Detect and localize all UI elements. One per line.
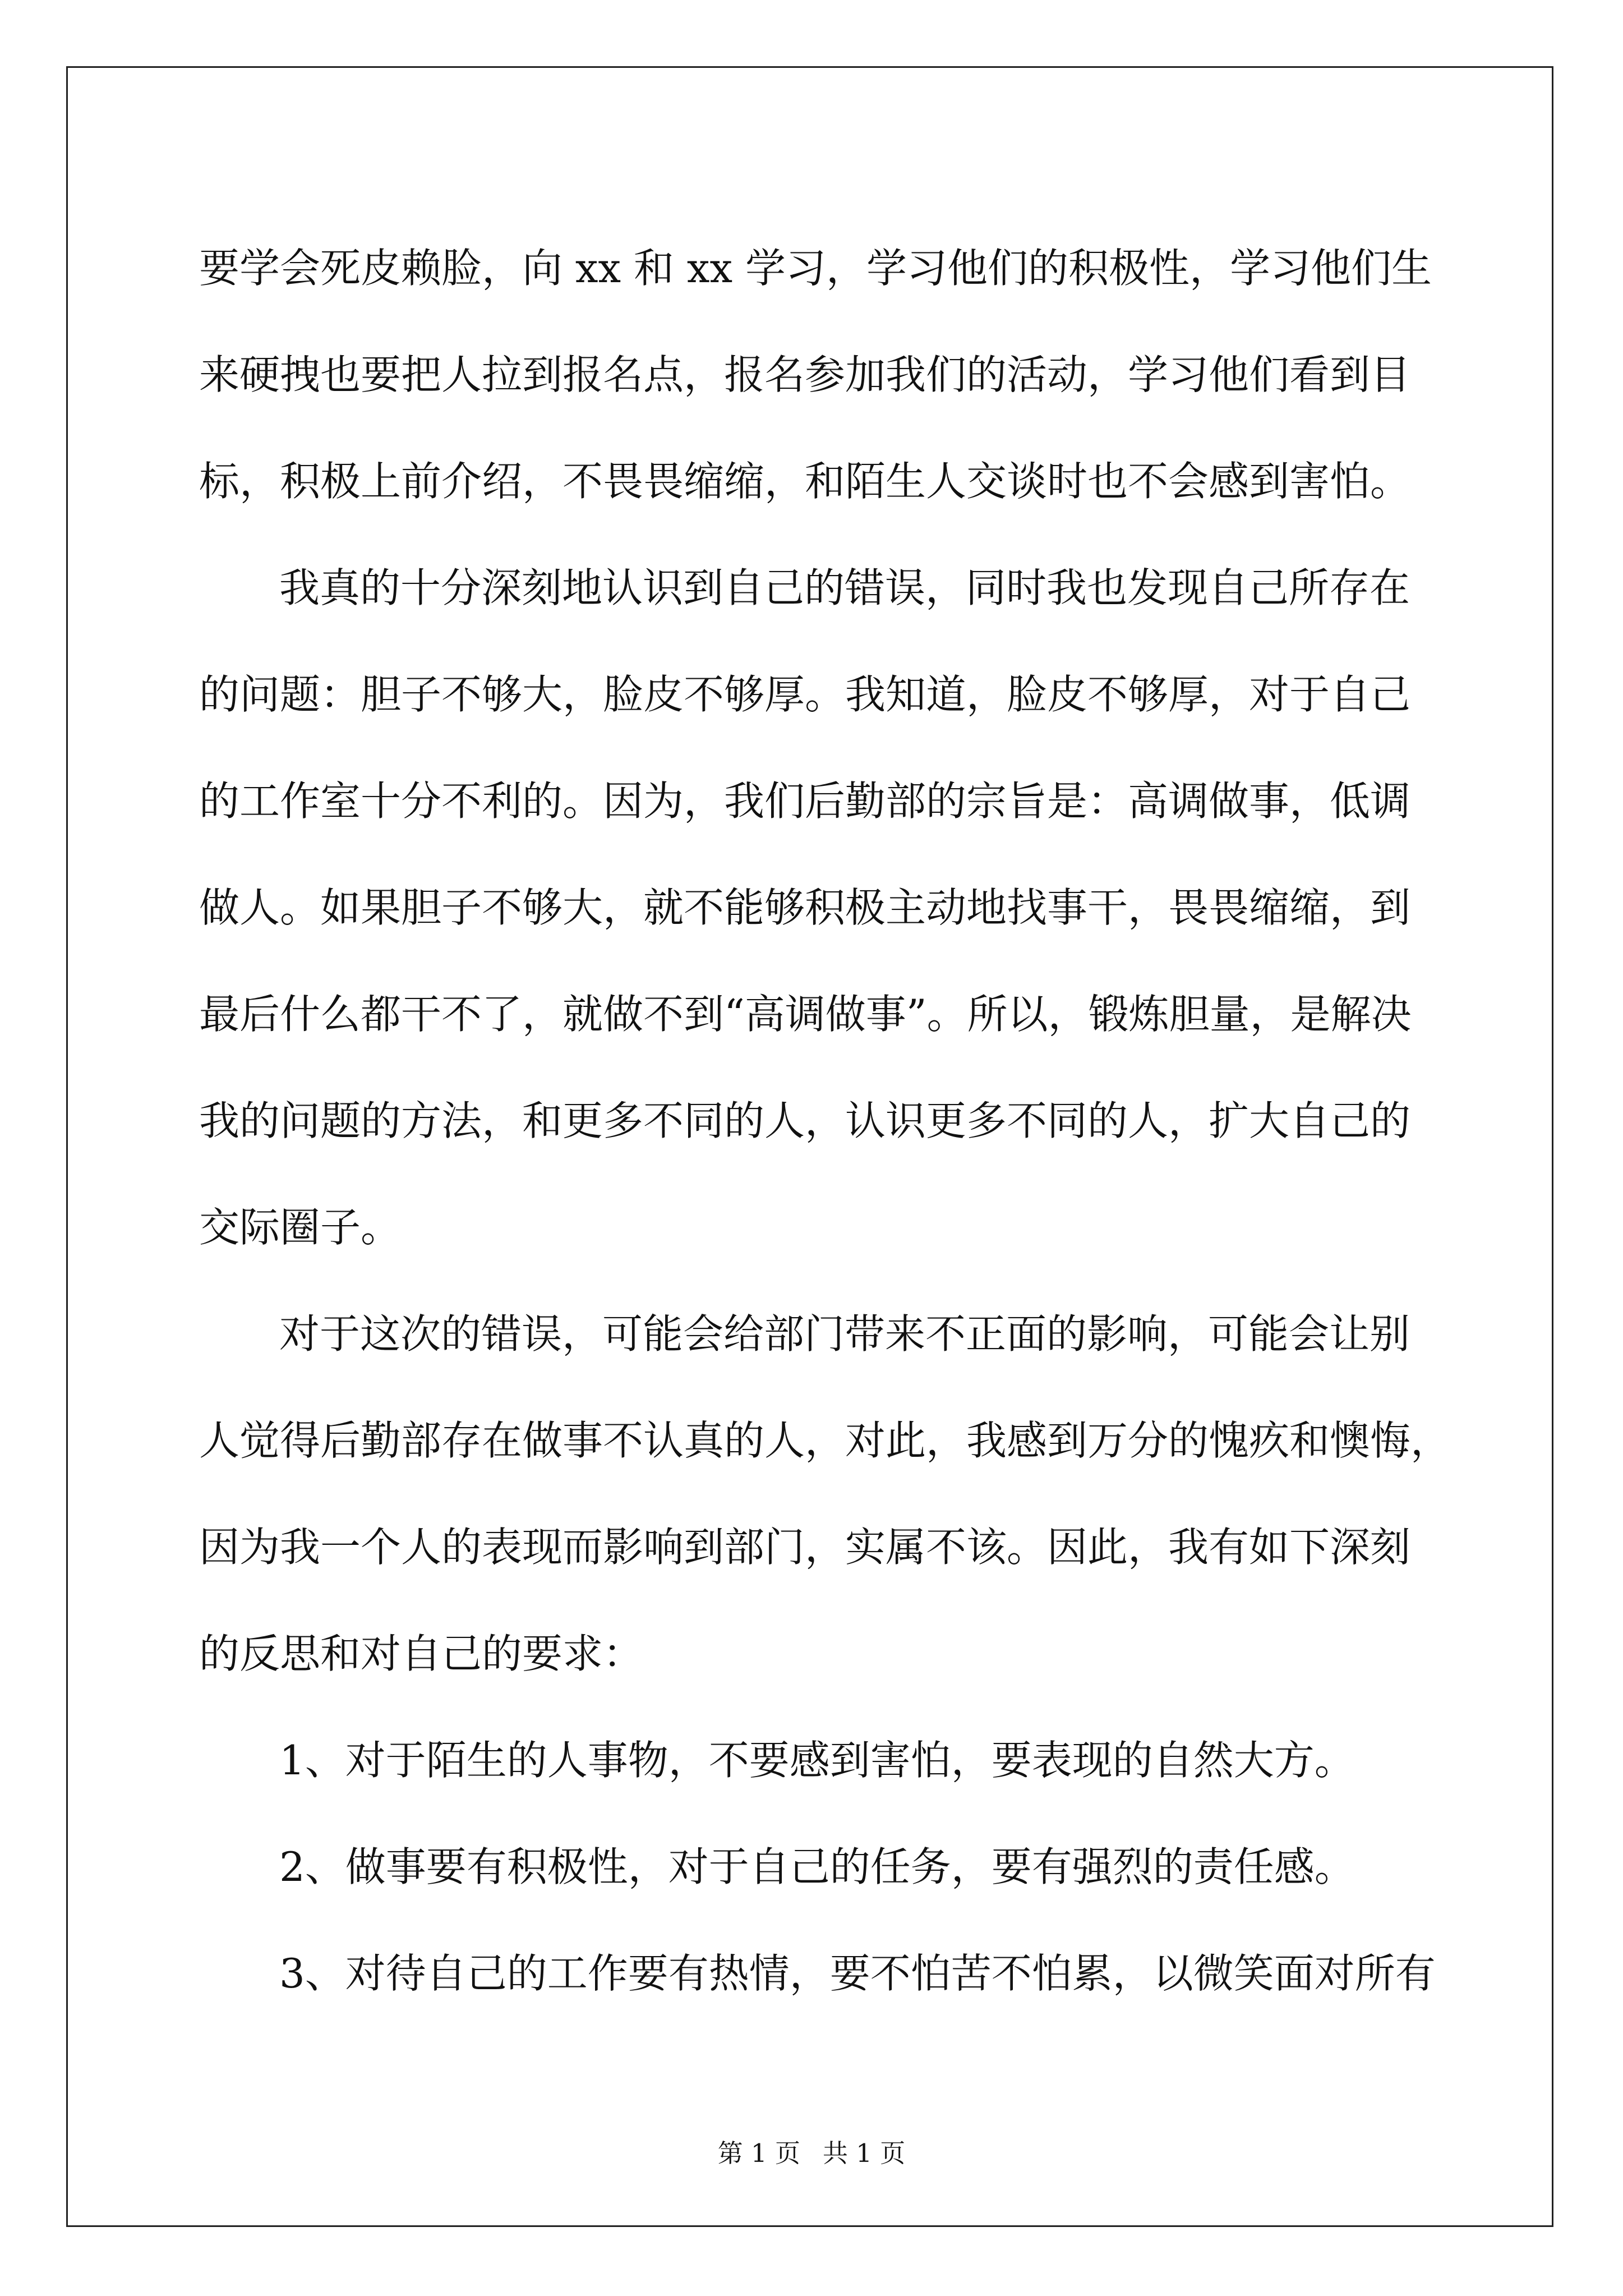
list-item-3: 3、对待自己的工作要有热情，要不怕苦不怕累，以微笑面对所有	[279, 1950, 1436, 1997]
text-line: 人觉得后勤部存在做事不认真的人，对此，我感到万分的愧疚和懊悔，	[199, 1417, 1451, 1464]
text-line: 我的问题的方法，和更多不同的人，认识更多不同的人，扩大自己的	[199, 1097, 1411, 1144]
page-footer	[0, 2133, 1623, 2169]
text-line: 做人。如果胆子不够大，就不能够积极主动地找事干，畏畏缩缩，到	[199, 884, 1411, 931]
list-item-1: 1、对于陌生的人事物，不要感到害怕，要表现的自然大方。	[279, 1737, 1355, 1784]
text-line: 的工作室十分不利的。因为，我们后勤部的宗旨是：高调做事，低调	[199, 777, 1411, 825]
text-line: 要学会死皮赖脸，向 xx 和 xx 学习，学习他们的积极性，学习他们生	[199, 245, 1432, 292]
paragraph-start-line: 对于这次的错误，可能会给部门带来不正面的影响，可能会让别	[279, 1310, 1410, 1358]
text-line: 标，积极上前介绍，不畏畏缩缩，和陌生人交谈时也不会感到害怕。	[199, 458, 1411, 505]
paragraph-start-line: 我真的十分深刻地认识到自己的错误，同时我也发现自己所存在	[279, 564, 1410, 611]
page-total: 共 1 页	[823, 2138, 906, 2168]
text-line: 最后什么都干不了，就做不到“高调做事”。所以，锻炼胆量，是解决	[199, 991, 1412, 1038]
text-line: 来硬拽也要把人拉到报名点，报名参加我们的活动，学习他们看到目	[199, 351, 1411, 398]
page-number: 第 1 页	[717, 2138, 800, 2168]
document-body	[199, 215, 1451, 2027]
text-line: 交际圈子。	[199, 1204, 402, 1251]
list-item-2: 2、做事要有积极性，对于自己的任务，要有强烈的责任感。	[279, 1843, 1355, 1890]
text-line: 因为我一个人的表现而影响到部门，实属不该。因此，我有如下深刻	[199, 1524, 1411, 1571]
text-line: 的问题：胆子不够大，脸皮不够厚。我知道，脸皮不够厚，对于自己	[199, 671, 1411, 718]
text-line: 的反思和对自己的要求：	[199, 1630, 644, 1677]
